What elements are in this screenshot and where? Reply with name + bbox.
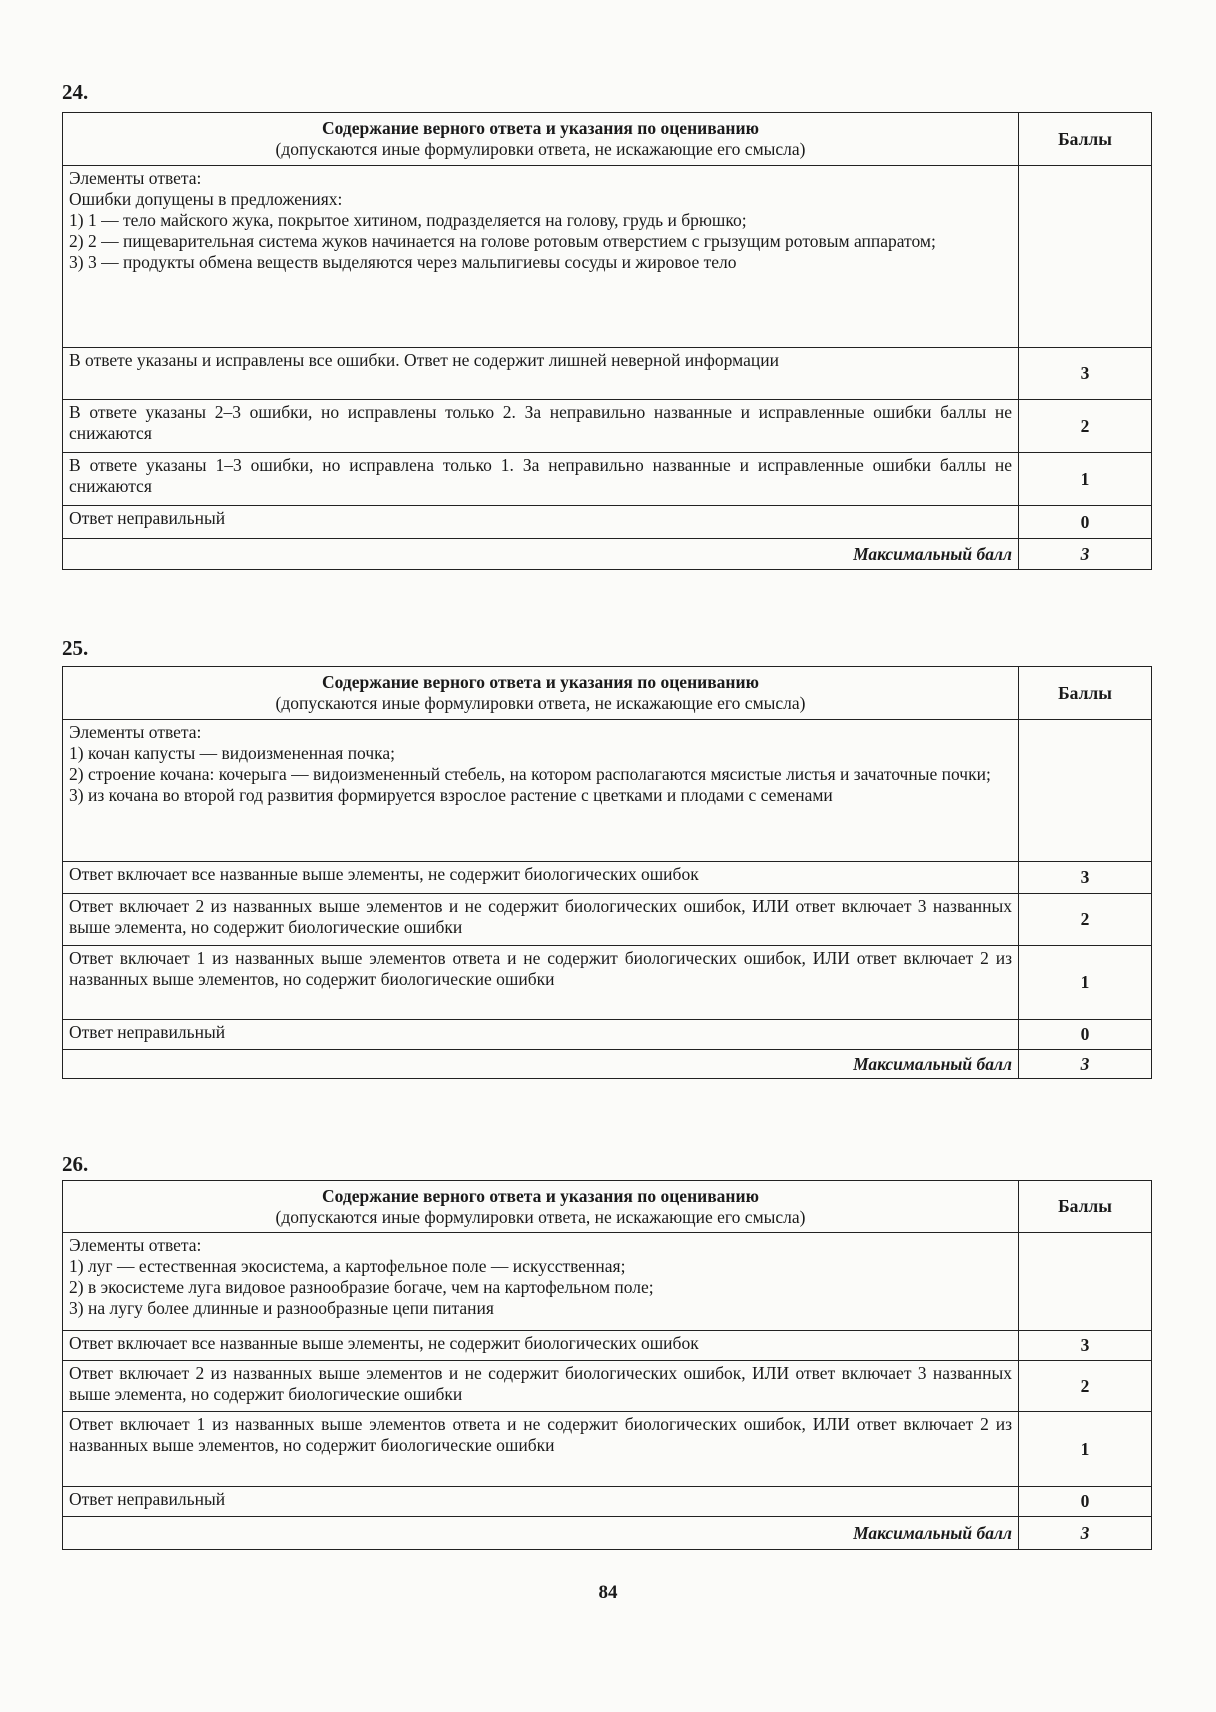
criterion-row bbox=[63, 1412, 1152, 1487]
answer-element-line: 3) 3 — продукты обмена веществ выделяются через мальпигиевы сосуды и жировое тело bbox=[69, 252, 737, 272]
answer-element-line: 2) в экосистеме луга видовое разнообразие богаче, чем на картофельном поле; bbox=[69, 1277, 654, 1297]
score-header: Баллы bbox=[1019, 667, 1152, 720]
max-score-row bbox=[63, 1050, 1152, 1079]
answer-element-line: 3) на лугу более длинные и разнообразные цепи питания bbox=[69, 1298, 494, 1318]
criterion-text: В ответе указаны 1–3 ошибки, но исправлена только 1. За неправильно названные и исправленные ошибки баллы не снижаются bbox=[63, 453, 1019, 506]
max-score-label: Максимальный балл bbox=[63, 1050, 1019, 1079]
task-number: 24. bbox=[62, 80, 89, 104]
header-row bbox=[63, 1181, 1152, 1233]
max-score-label: Максимальный балл bbox=[63, 539, 1019, 570]
max-score-value: 3 bbox=[1019, 1050, 1152, 1079]
max-score-value: 3 bbox=[1019, 539, 1152, 570]
criterion-score: 3 bbox=[1019, 348, 1152, 400]
content-header-title: Содержание верного ответа и указания по оцениванию bbox=[322, 1185, 759, 1206]
criterion-score: 0 bbox=[1019, 1487, 1152, 1517]
max-score-row bbox=[63, 539, 1152, 570]
criterion-row bbox=[63, 348, 1152, 400]
criterion-score: 0 bbox=[1019, 1020, 1152, 1050]
score-header: Баллы bbox=[1019, 1181, 1152, 1233]
criterion-score: 1 bbox=[1019, 946, 1152, 1020]
content-header-subtitle: (допускаются иные формулировки ответа, не искажающие его смысла) bbox=[275, 139, 806, 159]
answer-elements bbox=[63, 720, 1019, 862]
answer-elements-row bbox=[63, 720, 1152, 862]
criterion-row bbox=[63, 894, 1152, 946]
content-header bbox=[63, 1181, 1019, 1233]
header-row bbox=[63, 113, 1152, 166]
criterion-score: 1 bbox=[1019, 453, 1152, 506]
criterion-row bbox=[63, 1020, 1152, 1050]
criterion-score: 3 bbox=[1019, 862, 1152, 894]
criterion-text: В ответе указаны 2–3 ошибки, но исправлены только 2. За неправильно названные и исправленные ошибки баллы не снижаются bbox=[63, 400, 1019, 453]
criterion-row bbox=[63, 1361, 1152, 1412]
answer-elements bbox=[63, 1233, 1019, 1331]
criterion-row bbox=[63, 1487, 1152, 1517]
empty-score-cell bbox=[1019, 166, 1152, 348]
answer-element-line: Элементы ответа: bbox=[69, 722, 202, 742]
max-score-value: 3 bbox=[1019, 1517, 1152, 1550]
criterion-text: Ответ неправильный bbox=[63, 506, 1019, 539]
content-header-subtitle: (допускаются иные формулировки ответа, не искажающие его смысла) bbox=[275, 693, 806, 713]
max-score-label: Максимальный балл bbox=[63, 1517, 1019, 1550]
header-row bbox=[63, 667, 1152, 720]
criterion-score: 1 bbox=[1019, 1412, 1152, 1487]
criterion-score: 0 bbox=[1019, 506, 1152, 539]
criterion-text: Ответ включает 2 из названных выше элементов и не содержит биологических ошибок, ИЛИ ответ включает 3 названных выше элемента, но содержит биологические ошибки bbox=[63, 1361, 1019, 1412]
content-header-title: Содержание верного ответа и указания по оцениванию bbox=[322, 672, 759, 692]
answer-element-line: Ошибки допущены в предложениях: bbox=[69, 189, 343, 209]
criterion-text: Ответ неправильный bbox=[63, 1020, 1019, 1050]
criterion-row bbox=[63, 506, 1152, 539]
answer-elements-row bbox=[63, 1233, 1152, 1331]
empty-score-cell bbox=[1019, 720, 1152, 862]
criterion-row bbox=[63, 1331, 1152, 1361]
content-header bbox=[63, 667, 1019, 720]
criterion-row bbox=[63, 946, 1152, 1020]
criterion-score: 2 bbox=[1019, 894, 1152, 946]
answer-element-line: 1) кочан капусты — видоизмененная почка; bbox=[69, 743, 396, 763]
criterion-text: Ответ включает 1 из названных выше элементов ответа и не содержит биологических ошибок, ИЛИ ответ включает 2 из названных выше элементов, но содержит биологические ошибки bbox=[63, 1412, 1019, 1487]
empty-score-cell bbox=[1019, 1233, 1152, 1331]
criterion-text: Ответ включает все названные выше элементы, не содержит биологических ошибок bbox=[63, 862, 1019, 894]
criterion-score: 2 bbox=[1019, 400, 1152, 453]
scoring-table bbox=[62, 666, 1152, 1079]
answer-elements-row bbox=[63, 166, 1152, 348]
page-number: 84 bbox=[598, 1582, 618, 1603]
criterion-text: Ответ включает 1 из названных выше элементов ответа и не содержит биологических ошибок, ИЛИ ответ включает 2 из названных выше элементов, но содержит биологические ошибки bbox=[63, 946, 1019, 1020]
criterion-row bbox=[63, 453, 1152, 506]
scoring-table bbox=[62, 112, 1152, 570]
criterion-text: Ответ включает все названные выше элементы, не содержит биологических ошибок bbox=[63, 1331, 1019, 1361]
criterion-text: Ответ неправильный bbox=[63, 1487, 1019, 1517]
answer-element-line: Элементы ответа: bbox=[69, 168, 202, 188]
answer-element-line: 1) луг — естественная экосистема, а картофельное поле — искусственная; bbox=[69, 1256, 626, 1276]
score-header: Баллы bbox=[1019, 113, 1152, 166]
content-header-title: Содержание верного ответа и указания по оцениванию bbox=[322, 118, 759, 138]
answer-element-line: 2) строение кочана: кочерыга — видоизмененный стебель, на котором располагаются мясистые листья и зачаточные почки; bbox=[69, 764, 991, 784]
answer-element-line: 2) 2 — пищеварительная система жуков начинается на голове ротовым отверстием с грызущим ротовым аппаратом; bbox=[69, 231, 936, 251]
content-header bbox=[63, 113, 1019, 166]
criterion-score: 3 bbox=[1019, 1331, 1152, 1361]
answer-element-line: 3) из кочана во второй год развития формируется взрослое растение с цветками и плодами с семенами bbox=[69, 785, 833, 805]
criterion-row bbox=[63, 862, 1152, 894]
answer-element-line: 1) 1 — тело майского жука, покрытое хитином, подразделяется на голову, грудь и брюшко; bbox=[69, 210, 747, 230]
answer-elements bbox=[63, 166, 1019, 348]
criterion-score: 2 bbox=[1019, 1361, 1152, 1412]
criterion-text: В ответе указаны и исправлены все ошибки. Ответ не содержит лишней неверной информации bbox=[63, 348, 1019, 400]
answer-element-line: Элементы ответа: bbox=[69, 1235, 202, 1255]
task-number: 26. bbox=[62, 1152, 89, 1176]
scoring-table bbox=[62, 1180, 1152, 1550]
max-score-row bbox=[63, 1517, 1152, 1550]
criterion-text: Ответ включает 2 из названных выше элементов и не содержит биологических ошибок, ИЛИ ответ включает 3 названных выше элемента, но содержит биологические ошибки bbox=[63, 894, 1019, 946]
task-number: 25. bbox=[62, 636, 89, 660]
content-header-subtitle: (допускаются иные формулировки ответа, не искажающие его смысла) bbox=[275, 1206, 806, 1227]
criterion-row bbox=[63, 400, 1152, 453]
